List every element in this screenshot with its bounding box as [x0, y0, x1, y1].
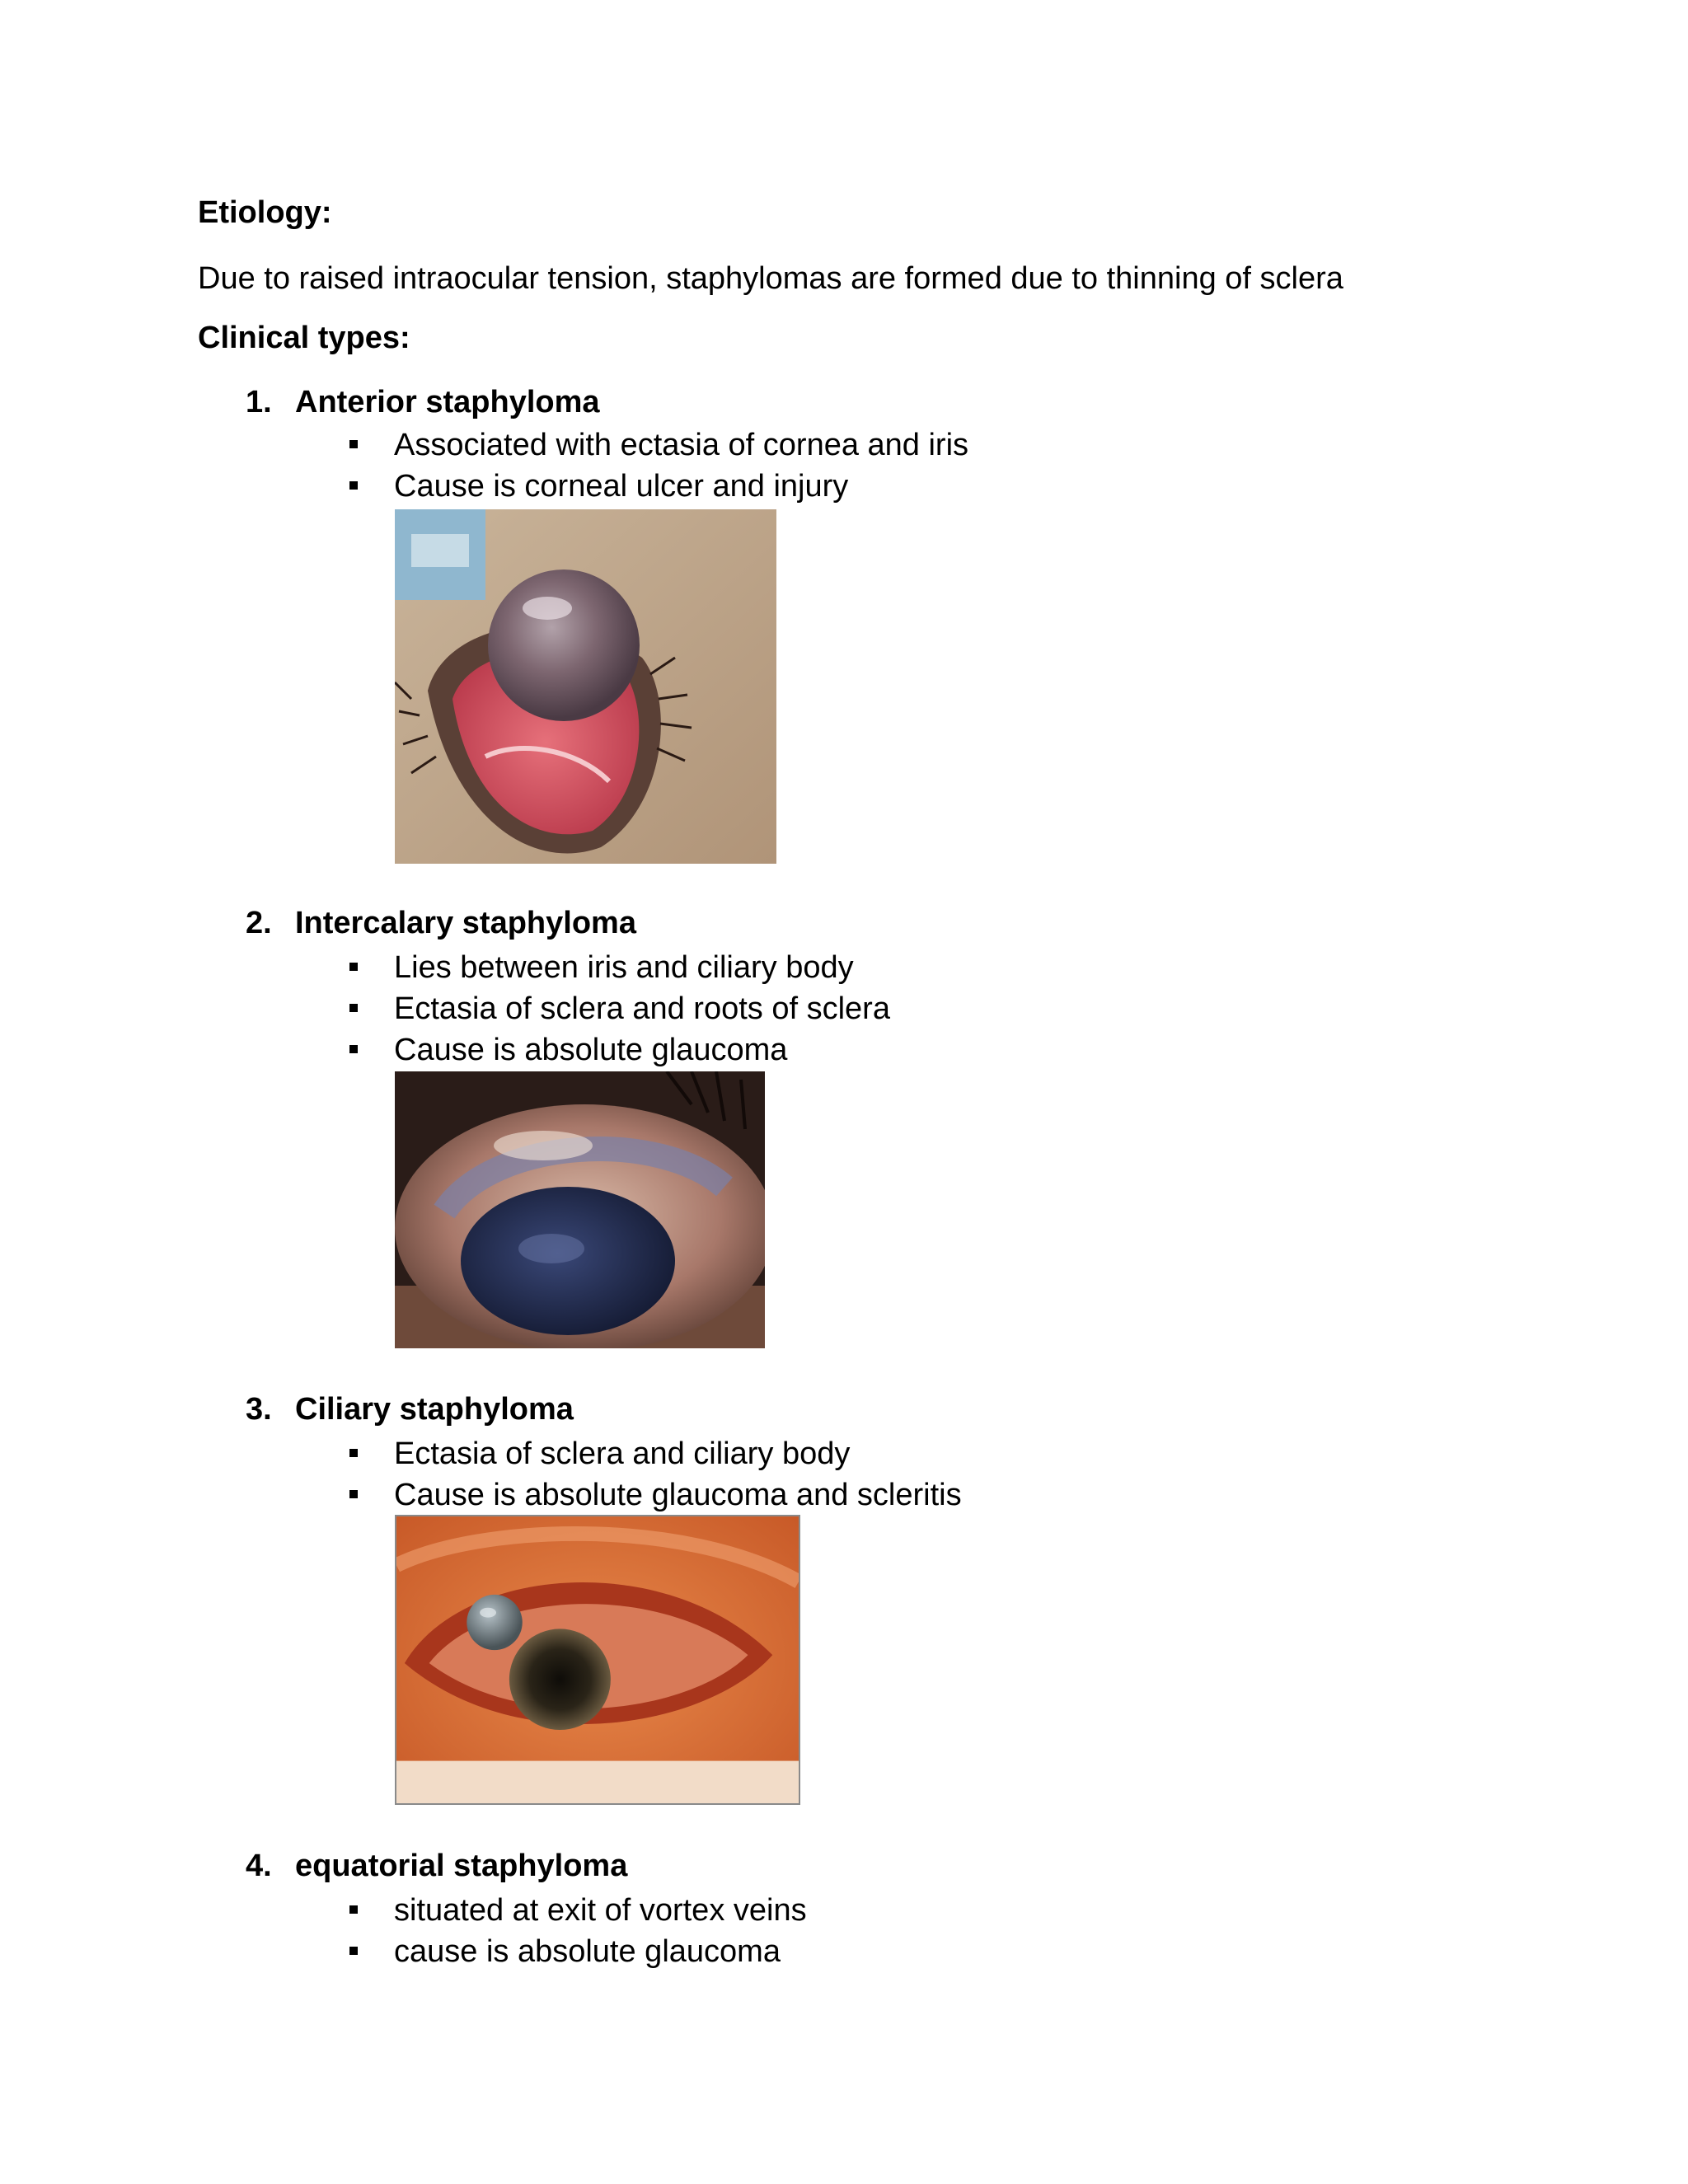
- intercalary-staphyloma-photo: [395, 1071, 765, 1348]
- bullet-text: Associated with ectasia of cornea and iris: [394, 428, 969, 462]
- item-title-intercalary: Intercalary staphyloma: [295, 906, 636, 940]
- item-title-equatorial: equatorial staphyloma: [295, 1849, 628, 1883]
- etiology-text: Due to raised intraocular tension, staphylomas are formed due to thinning of sclera: [198, 261, 1343, 296]
- bullet-text: Ectasia of sclera and roots of sclera: [394, 991, 890, 1026]
- bullet-text: situated at exit of vortex veins: [394, 1893, 807, 1928]
- etiology-heading: Etiology:: [198, 195, 332, 230]
- bullet-marker: [349, 1045, 358, 1053]
- bullet-text: Lies between iris and ciliary body: [394, 950, 854, 985]
- bullet-text: Cause is absolute glaucoma: [394, 1033, 788, 1067]
- clinical-types-heading: Clinical types:: [198, 321, 410, 355]
- bullet-text: Cause is corneal ulcer and injury: [394, 469, 849, 504]
- bullet-marker: [349, 481, 358, 490]
- item-number: 3.: [246, 1392, 272, 1427]
- bullet-marker: [349, 1449, 358, 1457]
- item-number: 2.: [246, 906, 272, 940]
- bullet-marker: [349, 440, 358, 448]
- bullet-marker: [349, 963, 358, 971]
- bullet-text: Cause is absolute glaucoma and scleritis: [394, 1478, 962, 1512]
- item-title-ciliary: Ciliary staphyloma: [295, 1392, 574, 1427]
- bullet-marker: [349, 1490, 358, 1498]
- bullet-marker: [349, 1004, 358, 1012]
- item-title-anterior: Anterior staphyloma: [295, 385, 600, 419]
- item-number: 4.: [246, 1849, 272, 1883]
- item-number: 1.: [246, 385, 272, 419]
- bullet-marker: [349, 1947, 358, 1955]
- ciliary-staphyloma-photo: [395, 1515, 800, 1805]
- bullet-text: Ectasia of sclera and ciliary body: [394, 1436, 851, 1471]
- bullet-text: cause is absolute glaucoma: [394, 1934, 781, 1969]
- bullet-marker: [349, 1905, 358, 1914]
- anterior-staphyloma-photo: [395, 509, 776, 864]
